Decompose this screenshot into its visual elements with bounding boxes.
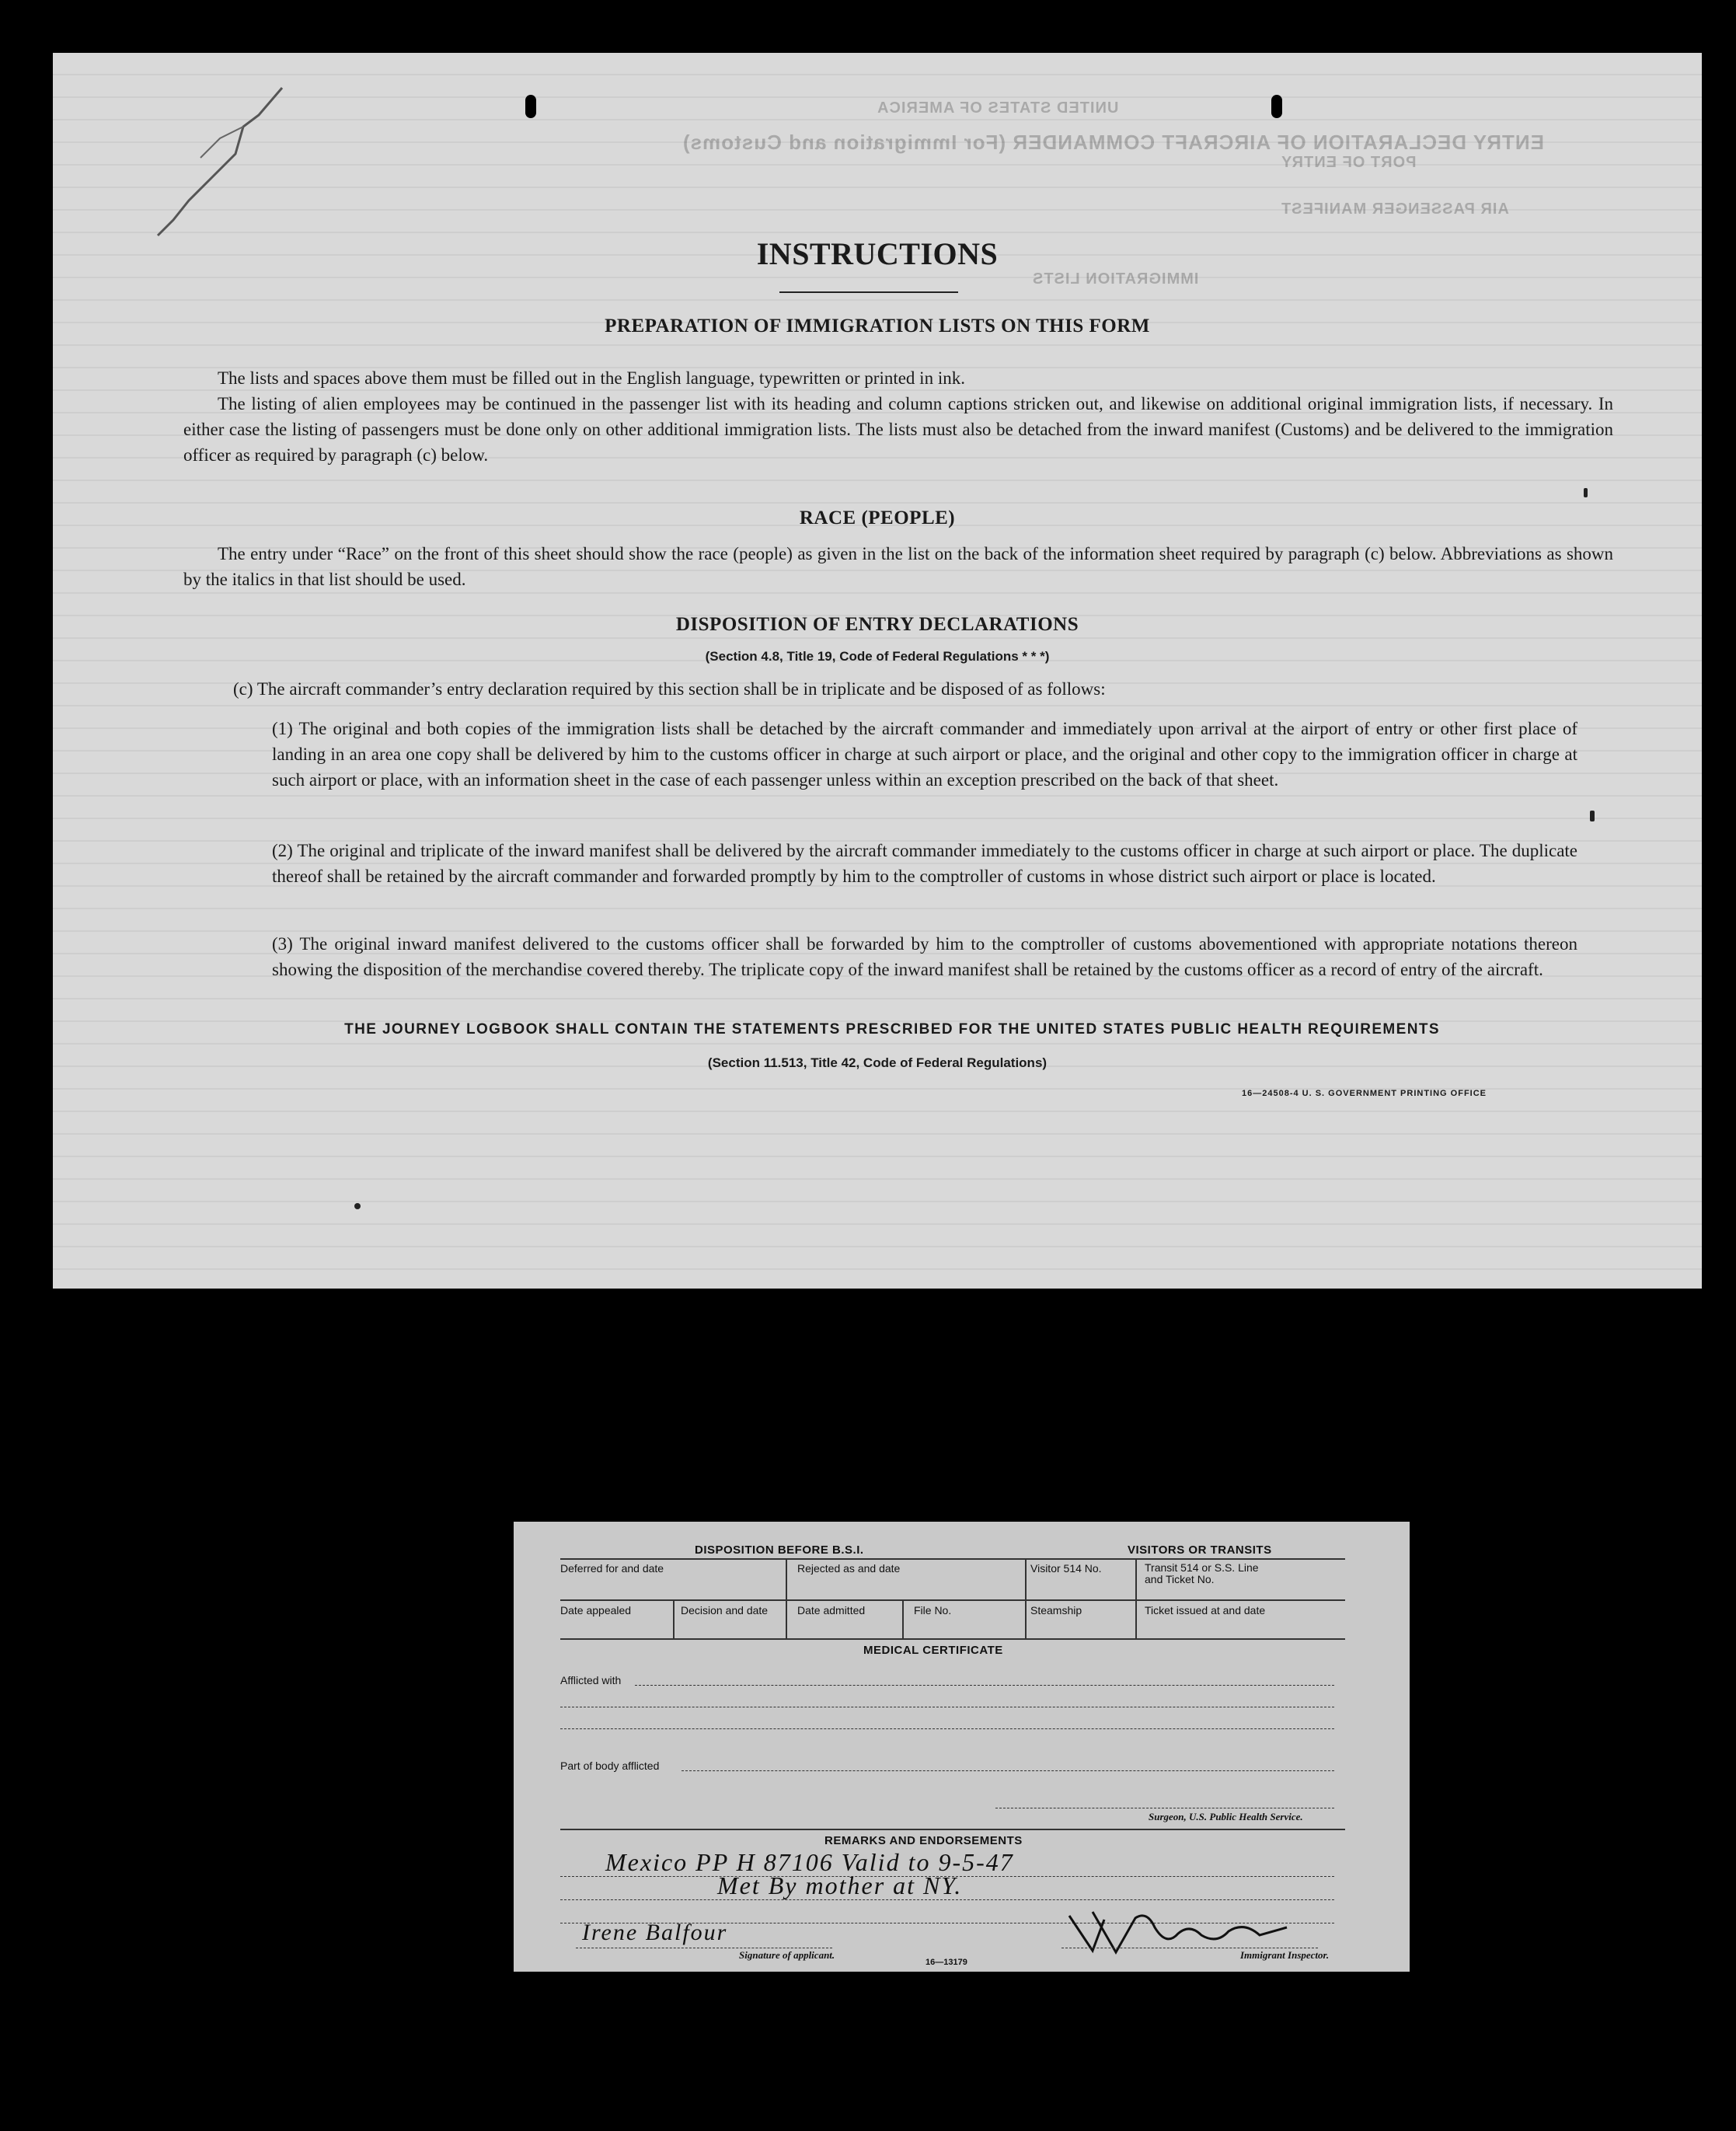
remark-line-1: Mexico PP H 87106 Valid to 9-5-47 — [605, 1848, 1014, 1876]
ink-dot — [1590, 811, 1595, 821]
logbook-citation: (Section 11.513, Title 42, Code of Federal Regulations) — [707, 1055, 1048, 1070]
grid-line — [560, 1829, 1345, 1830]
disposition-before-bsi: DISPOSITION BEFORE B.S.I. — [695, 1543, 864, 1557]
grid-line — [786, 1558, 787, 1638]
ink-dot — [1584, 488, 1588, 497]
bleed-through: AIR PASSENGER MANIFEST — [1281, 201, 1509, 218]
disposition-heading: DISPOSITION OF ENTRY DECLARATIONS — [675, 614, 1079, 635]
prep-heading: PREPARATION OF IMMIGRATION LISTS ON THIS FORM — [605, 316, 1150, 337]
grid-line — [560, 1638, 1345, 1640]
transit-514-label — [1145, 1562, 1277, 1585]
grid-line — [560, 1599, 1345, 1601]
surgeon-label: Surgeon, U.S. Public Health Service. — [1149, 1811, 1303, 1822]
page-title: INSTRUCTIONS — [756, 236, 999, 271]
part-of-body-label: Part of body afflicted — [560, 1760, 660, 1772]
visitor-514-label: Visitor 514 No. — [1030, 1562, 1102, 1575]
bleed-through: UNITED STATES OF AMERICA — [877, 99, 1119, 117]
afflicted-line — [635, 1685, 1334, 1686]
item-3: (3) The original inward manifest delivered to the customs officer shall be forwarded by him to the comptroller of customs abovementioned with appropriate notations thereon showing the disposition of the merchandise covered thereby. The triplicate copy of the inward manifest shall be retained by the customs officer as a record of entry of the aircraft. — [272, 934, 1577, 979]
ink-dot — [354, 1203, 361, 1209]
prep-p2-text: The listing of alien employees may be continued in the passenger list with its heading and column captions stricken out, and likewise on additional original immigration lists, if necessary. In either case the listing of passengers must be done only on other additional immigration lists. The lists must also be detached from the inward manifest (Customs) and be delivered to the immigration officer as required by paragraph (c) below. — [183, 394, 1613, 465]
rejected-label: Rejected as and date — [797, 1562, 901, 1575]
item-1: (1) The original and both copies of the immigration lists shall be detached by the aircraft commander and immediately upon arrival at the airport of entry or other first place of landing in an area one copy shall be delivered by him to the customs officer in charge at such airport or place, and the original and other copy to the immigration officer in charge at such airport or place, with an information sheet in the case of each passenger unless within an exception prescribed on the back of that sheet. — [272, 719, 1577, 790]
grid-line — [673, 1599, 675, 1638]
disposition-c: (c) The aircraft commander’s entry declaration required by this section shall be in triplicate and be disposed of as follows: — [233, 679, 1106, 699]
logbook-statement: THE JOURNEY LOGBOOK SHALL CONTAIN THE STATEMENTS PRESCRIBED FOR THE UNITED STATES PUBLIC HEALTH REQUIREMENTS — [344, 1021, 1440, 1038]
decision-date-label: Decision and date — [681, 1604, 769, 1617]
item-2: (2) The original and triplicate of the inward manifest shall be delivered by the aircraft commander immediately to the customs officer in charge at such airport or place. The duplicate thereof shall be retained by the aircraft commander and forwarded promptly by him to the comptroller of customs in whose district such airport or place is located. — [272, 841, 1577, 886]
afflicted-with-label: Afflicted with — [560, 1674, 622, 1686]
visitors-or-transits: VISITORS OR TRANSITS — [1128, 1543, 1272, 1557]
medical-certificate-heading: MEDICAL CERTIFICATE — [863, 1644, 1003, 1657]
prep-paragraph-1 — [183, 365, 1613, 391]
signature-of-applicant-label: Signature of applicant. — [739, 1949, 835, 1961]
immigrant-inspector-label: Immigrant Inspector. — [1240, 1949, 1330, 1961]
race-paragraph — [183, 541, 1613, 592]
inspection-card — [514, 1522, 1410, 1972]
bleed-through: ENTRY DECLARATION OF AIRCRAFT COMMANDER (For Immigration and Customs) — [682, 131, 1544, 154]
transit-514-text: Transit 514 or S.S. Line and Ticket No. — [1145, 1561, 1259, 1585]
bleed-through: IMMIGRATION LISTS — [1032, 270, 1199, 288]
paper-tear — [127, 84, 290, 239]
disposition-subheading: (Section 4.8, Title 19, Code of Federal Regulations * * *) — [705, 649, 1050, 664]
remark-line-2: Met By mother at NY. — [717, 1871, 963, 1899]
remarks-heading: REMARKS AND ENDORSEMENTS — [824, 1834, 1023, 1847]
remarks-line — [560, 1899, 1334, 1900]
file-no-label: File No. — [914, 1604, 952, 1617]
afflicted-line — [560, 1728, 1334, 1729]
steamship-label: Steamship — [1030, 1604, 1082, 1617]
date-admitted-label: Date admitted — [797, 1604, 866, 1617]
title-rule — [779, 291, 958, 293]
grid-line — [902, 1599, 904, 1638]
instructions-sheet — [53, 53, 1702, 1289]
part-of-body-line — [682, 1770, 1334, 1771]
deferred-label: Deferred for and date — [560, 1562, 664, 1575]
prep-p1-text: The lists and spaces above them must be filled out in the English language, typewritten or printed in ink. — [218, 368, 965, 388]
prep-paragraph-2 — [183, 391, 1613, 468]
ticket-issued-label: Ticket issued at and date — [1145, 1604, 1266, 1617]
punch-hole-right — [1271, 95, 1282, 118]
print-code: 16—24508-4 U. S. GOVERNMENT PRINTING OFFICE — [1242, 1089, 1487, 1098]
race-text: The entry under “Race” on the front of this sheet should show the race (people) as given in the list on the back of the information sheet required by paragraph (c) below. Abbreviations as shown by the italics in that list should be used. — [183, 544, 1613, 589]
grid-line — [560, 1558, 1345, 1560]
applicant-signature: Irene Balfour — [582, 1920, 728, 1945]
grid-line — [1025, 1558, 1027, 1638]
punch-hole-left — [525, 95, 536, 118]
bleed-through: PORT OF ENTRY — [1281, 154, 1417, 171]
race-heading: RACE (PEOPLE) — [799, 507, 956, 528]
grid-line — [1135, 1558, 1137, 1638]
date-appealed-label: Date appealed — [560, 1604, 632, 1617]
form-code: 16—13179 — [926, 1958, 967, 1967]
